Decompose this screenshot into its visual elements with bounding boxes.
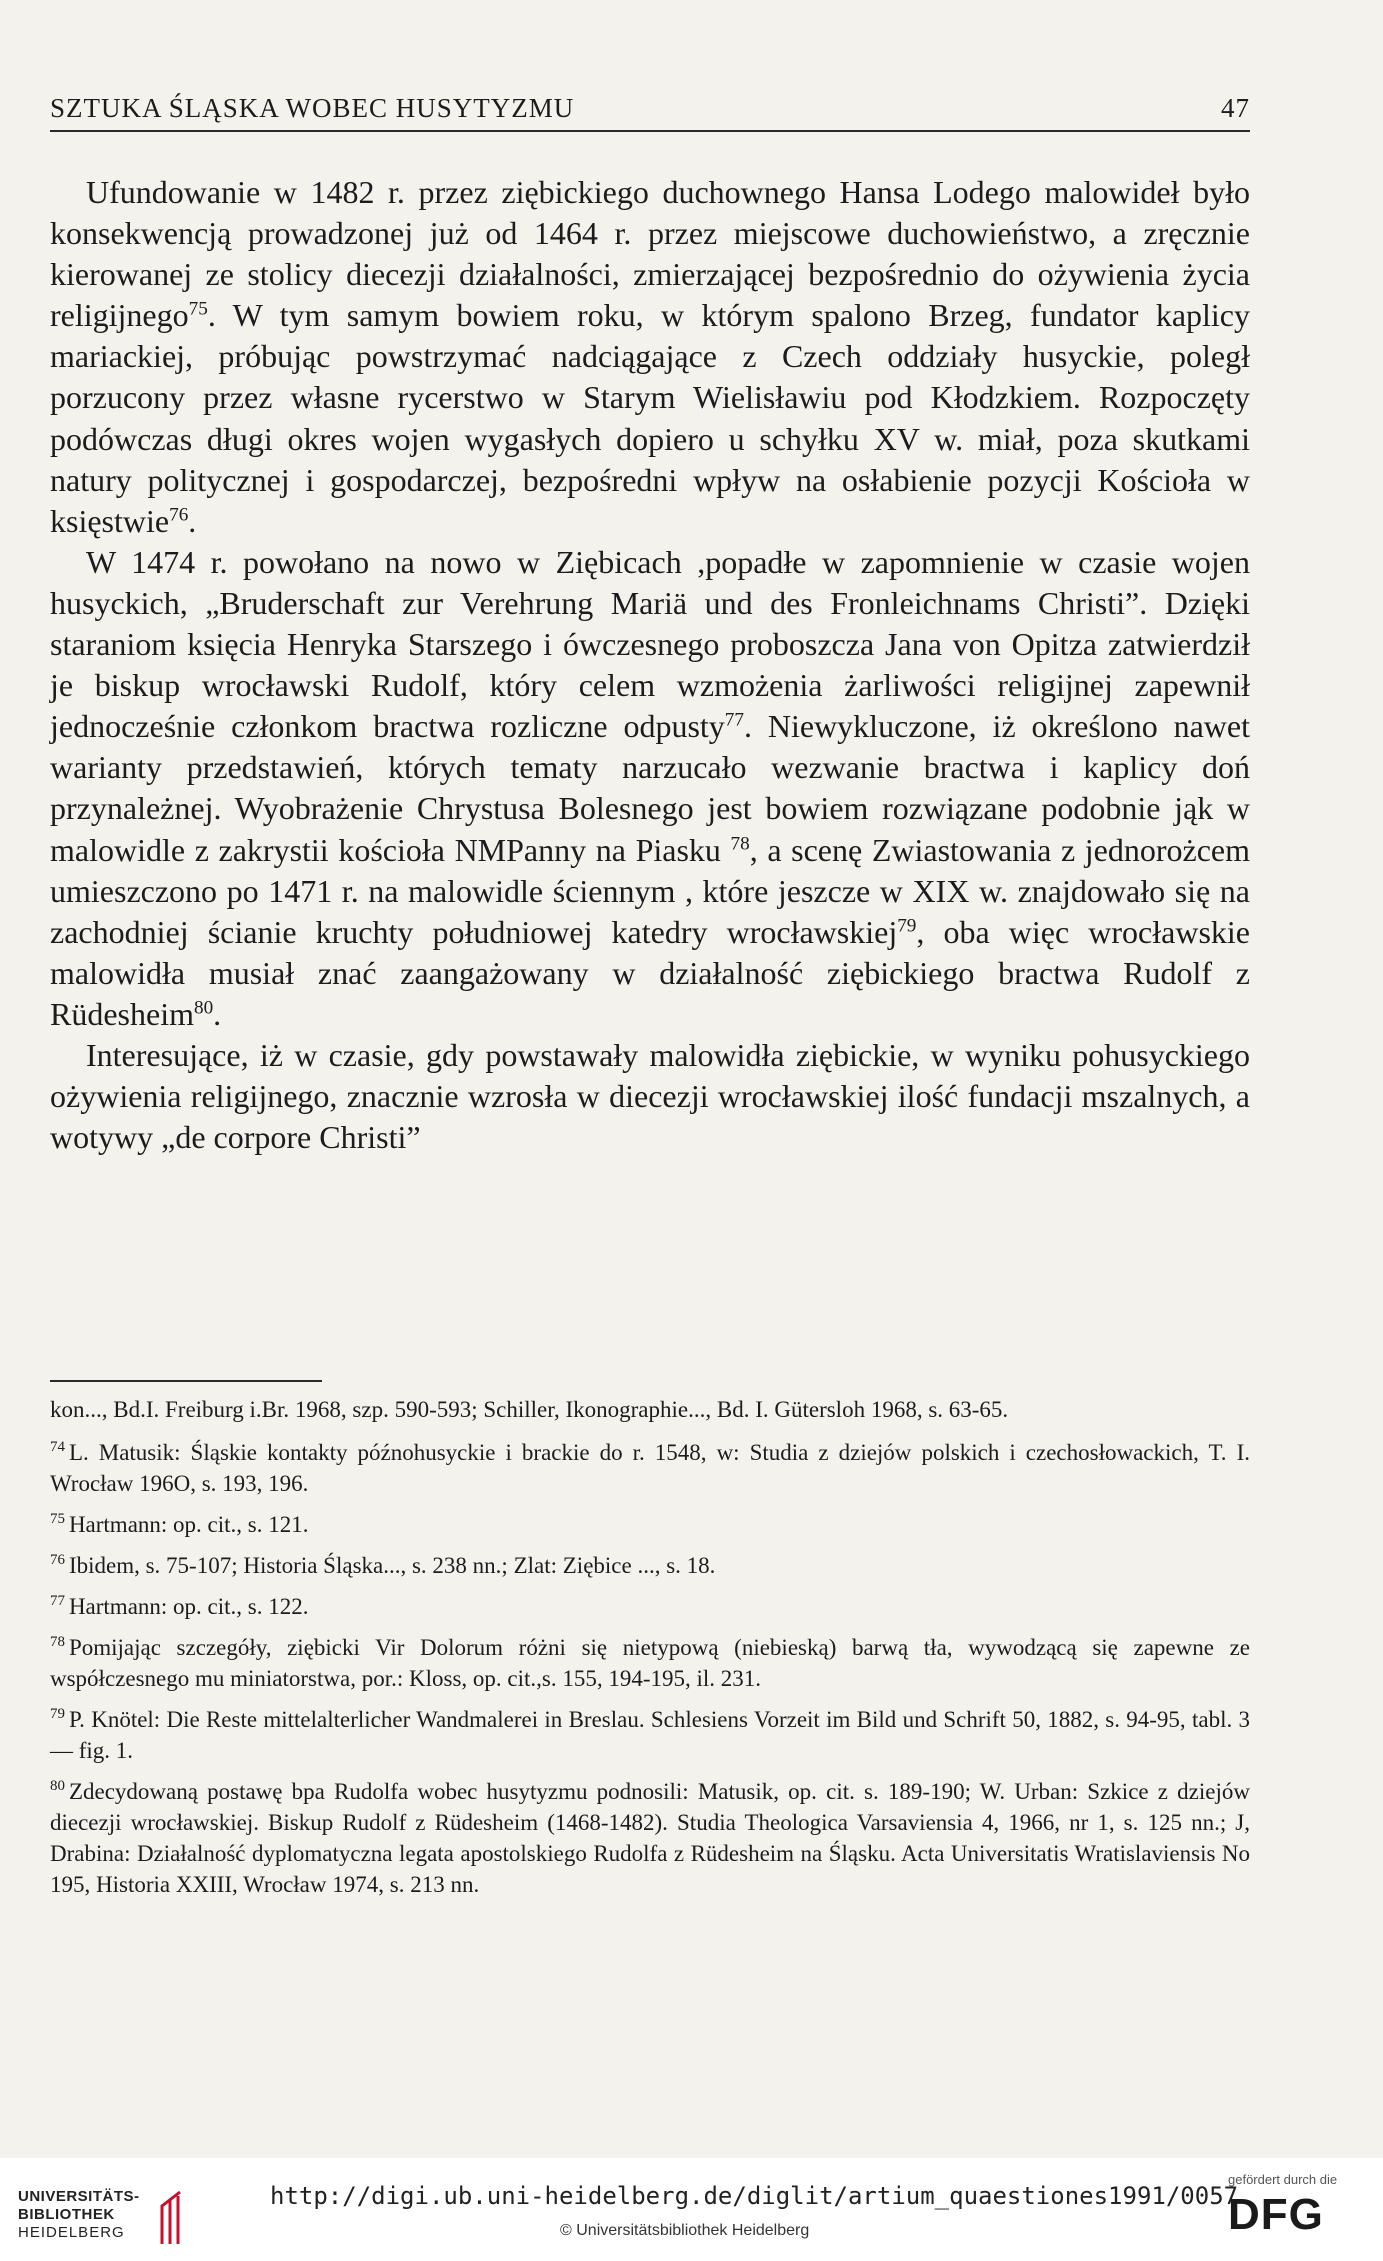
page-number: 47 [1221,93,1250,123]
footnote-number: 75 [50,1511,65,1528]
footnote-number: 78 [50,1634,65,1651]
paragraph-2-text-c: , a scenę Zwiastowania z jednorożcem umieszczono po 1471 r. na malowidle ściennym , które jeszcze w XIX w. znajdowało się na zachodniej ścianie kruchty południowej katedry wrocławskiej [50,831,1251,950]
footnote-continuation: kon..., Bd.I. Freiburg i.Br. 1968, szp. 590-593; Schiller, Ikonographie..., Bd. I. Gütersloh 1968, s. 63-65. [50,1397,1009,1422]
paragraph-2 [50,542,1250,1035]
footnote-74 [50,1437,1250,1499]
footnote-75 [50,1509,1250,1540]
footnote-text: Pomijając szczegóły, ziębicki Vir Dolorum różni się nietypową (niebieską) barwą tła, wywodzącą się zapewne ze współczesnego mu miniatorstwa, por.: Kloss, op. cit.,s. 155, 194-195, il. 231. [50,1635,1250,1691]
footnote-text: Hartmann: op. cit., s. 122. [68,1594,309,1619]
library-name-line-1: UNIVERSITÄTS- [18,2188,140,2205]
paragraph-2-text-d: , oba więc wrocławskie malowidła musiał znać zaangażowany w działalność ziębickiego bractwa Rudolf z Rüdesheim [50,913,1250,1032]
footnote-ref-79[interactable]: 79 [897,915,917,937]
footnote-76 [50,1550,1250,1581]
funded-by-label: gefördert durch die [1228,2172,1338,2187]
footnote-text: Zdecydowaną postawę bpa Rudolfa wobec husytyzmu podnosili: Matusik, op. cit. s. 189-190; W. Urban: Szkice z dziejów diecezji wrocławskiej. Biskup Rudolf z Rüdesheim (1468-1482). Studia Theologica Varsaviensia 4, 1966, nr 1, s. 125 nn.; J, Drabina: Działalność dyplomatyczna legata apostolskiego Rudolfa z Rüdesheim na Śląsku. Acta Universitatis Wratislaviensis No 195, Historia XXIII, Wrocław 1974, s. 213 nn. [50,1779,1250,1897]
dfg-logo[interactable] [1228,2172,1358,2252]
footnote-text: P. Knötel: Die Reste mittelalterlicher Wandmalerei in Breslau. Schlesiens Vorzeit im Bild und Schrift 50, 1882, s. 94-95, tabl. 3 — fig. 1. [50,1707,1250,1763]
footnote-number: 80 [50,1778,65,1795]
copyright-notice: © Universitätsbibliothek Heidelberg [560,2222,810,2239]
footnote-number: 76 [50,1552,65,1569]
footnote-number: 79 [50,1706,65,1723]
paragraph-1-text-b: . W tym samym bowiem roku, w którym spalono Brzeg, fundator kaplicy mariackiej, próbując powstrzymać nadciągające z Czech oddziały husyckie, poległ porzucony przez własne rycerstwo w Starym Wielisławiu pod Kłodzkiem. Rozpoczęty podówczas długi okres wojen wygasłych dopiero u schyłku XV w. miał, poza skutkami natury politycznej i gospodarczej, bezpośredni wpływ na osłabienie pozycji Kościoła w księstwie [50,297,1250,539]
library-logo[interactable] [18,2188,188,2248]
dfg-wordmark: DFG [1228,2190,1324,2239]
digitization-footer [0,2158,1383,2261]
footnote-ref-77[interactable]: 77 [724,709,744,731]
footnote-number: 77 [50,1593,65,1610]
footnote-ref-78[interactable]: 78 [730,832,750,854]
footnote-79 [50,1704,1250,1766]
footnote-text: Hartmann: op. cit., s. 121. [68,1512,309,1537]
body-text [50,172,1250,1158]
footnote-77 [50,1591,1250,1622]
running-head [50,88,1250,132]
paragraph-3-text: Interesujące, iż w czasie, gdy powstawały malowidła ziębickie, w wyniku pohusyckiego ożywienia religijnego, znacznie wzrosła w diecezji wrocławskiej ilość fundacji mszalnych, a wotywy „de corpore Christi” [50,1036,1250,1156]
footnote-80 [50,1776,1250,1900]
footnote-separator [50,1380,322,1382]
library-name-line-3: HEIDELBERG [18,2224,125,2241]
footnote-ref-80[interactable]: 80 [193,997,214,1019]
running-title: SZTUKA ŚLĄSKA WOBEC HUSYTYZMU [50,93,575,123]
footnote-text: L. Matusik: Śląskie kontakty późnohusyckie i brackie do r. 1548, w: Studia z dziejów polskich i czechosłowackich, T. I. Wrocław 196O, s. 193, 196. [50,1440,1250,1496]
footnote-78 [50,1632,1250,1694]
paragraph-3 [50,1035,1250,1158]
library-name-line-2: BIBLIOTHEK [18,2206,115,2223]
footnotes [50,1394,1250,1910]
paragraph-1-text-a: Ufundowanie w 1482 r. przez ziębickiego duchownego Hansa Lodego malowideł było konsekwencją prowadzonej już od 1464 r. przez miejscowe duchowieństwo, a zręcznie kierowanej ze stolicy diecezji działalności, zmierzającej bezpośrednio do ożywienia życia religijnego [50,174,1250,334]
paragraph-1-text-c: . [188,502,197,539]
footnote-ref-76[interactable]: 76 [169,504,189,526]
paragraph-2-text-a: W 1474 r. powołano na nowo w Ziębicach ,popadłe w zapomnienie w czasie wojen husyckich, „Bruderschaft zur Verehrung Mariä und des Fronleichnams Christi”. Dzięki staraniom księcia Henryka Starszego i ówczesnego proboszcza Jana von Opitza zatwierdził je biskup wrocławski Rudolf, który celem wzmożenia żarliwości religijnej zapewnił jednocześnie członkom bractwa rozliczne odpusty [50,543,1250,745]
footnote-ref-75[interactable]: 75 [188,298,208,320]
library-emblem-icon [150,2188,190,2246]
permalink-url[interactable]: http://digi.ub.uni-heidelberg.de/diglit/artium_quaestiones1991/0057 [270,2182,1239,2210]
footnote-text: Ibidem, s. 75-107; Historia Śląska..., s. 238 nn.; Zlat: Ziębice ..., s. 18. [68,1553,716,1578]
paragraph-2-text-b: . Niewykluczone, iż określono nawet warianty przedstawień, których tematy narzucało wezwanie bractwa i kaplicy doń przynależnej. Wyobrażenie Chrystusa Bolesnego jest bowiem rozwiązane podobnie jąk w malowidle z zakrystii kościoła NMPanny na Piasku [50,708,1250,868]
footnote-number: 74 [50,1439,65,1456]
paragraph-2-text-e: . [213,995,222,1032]
paragraph-1 [50,172,1250,542]
